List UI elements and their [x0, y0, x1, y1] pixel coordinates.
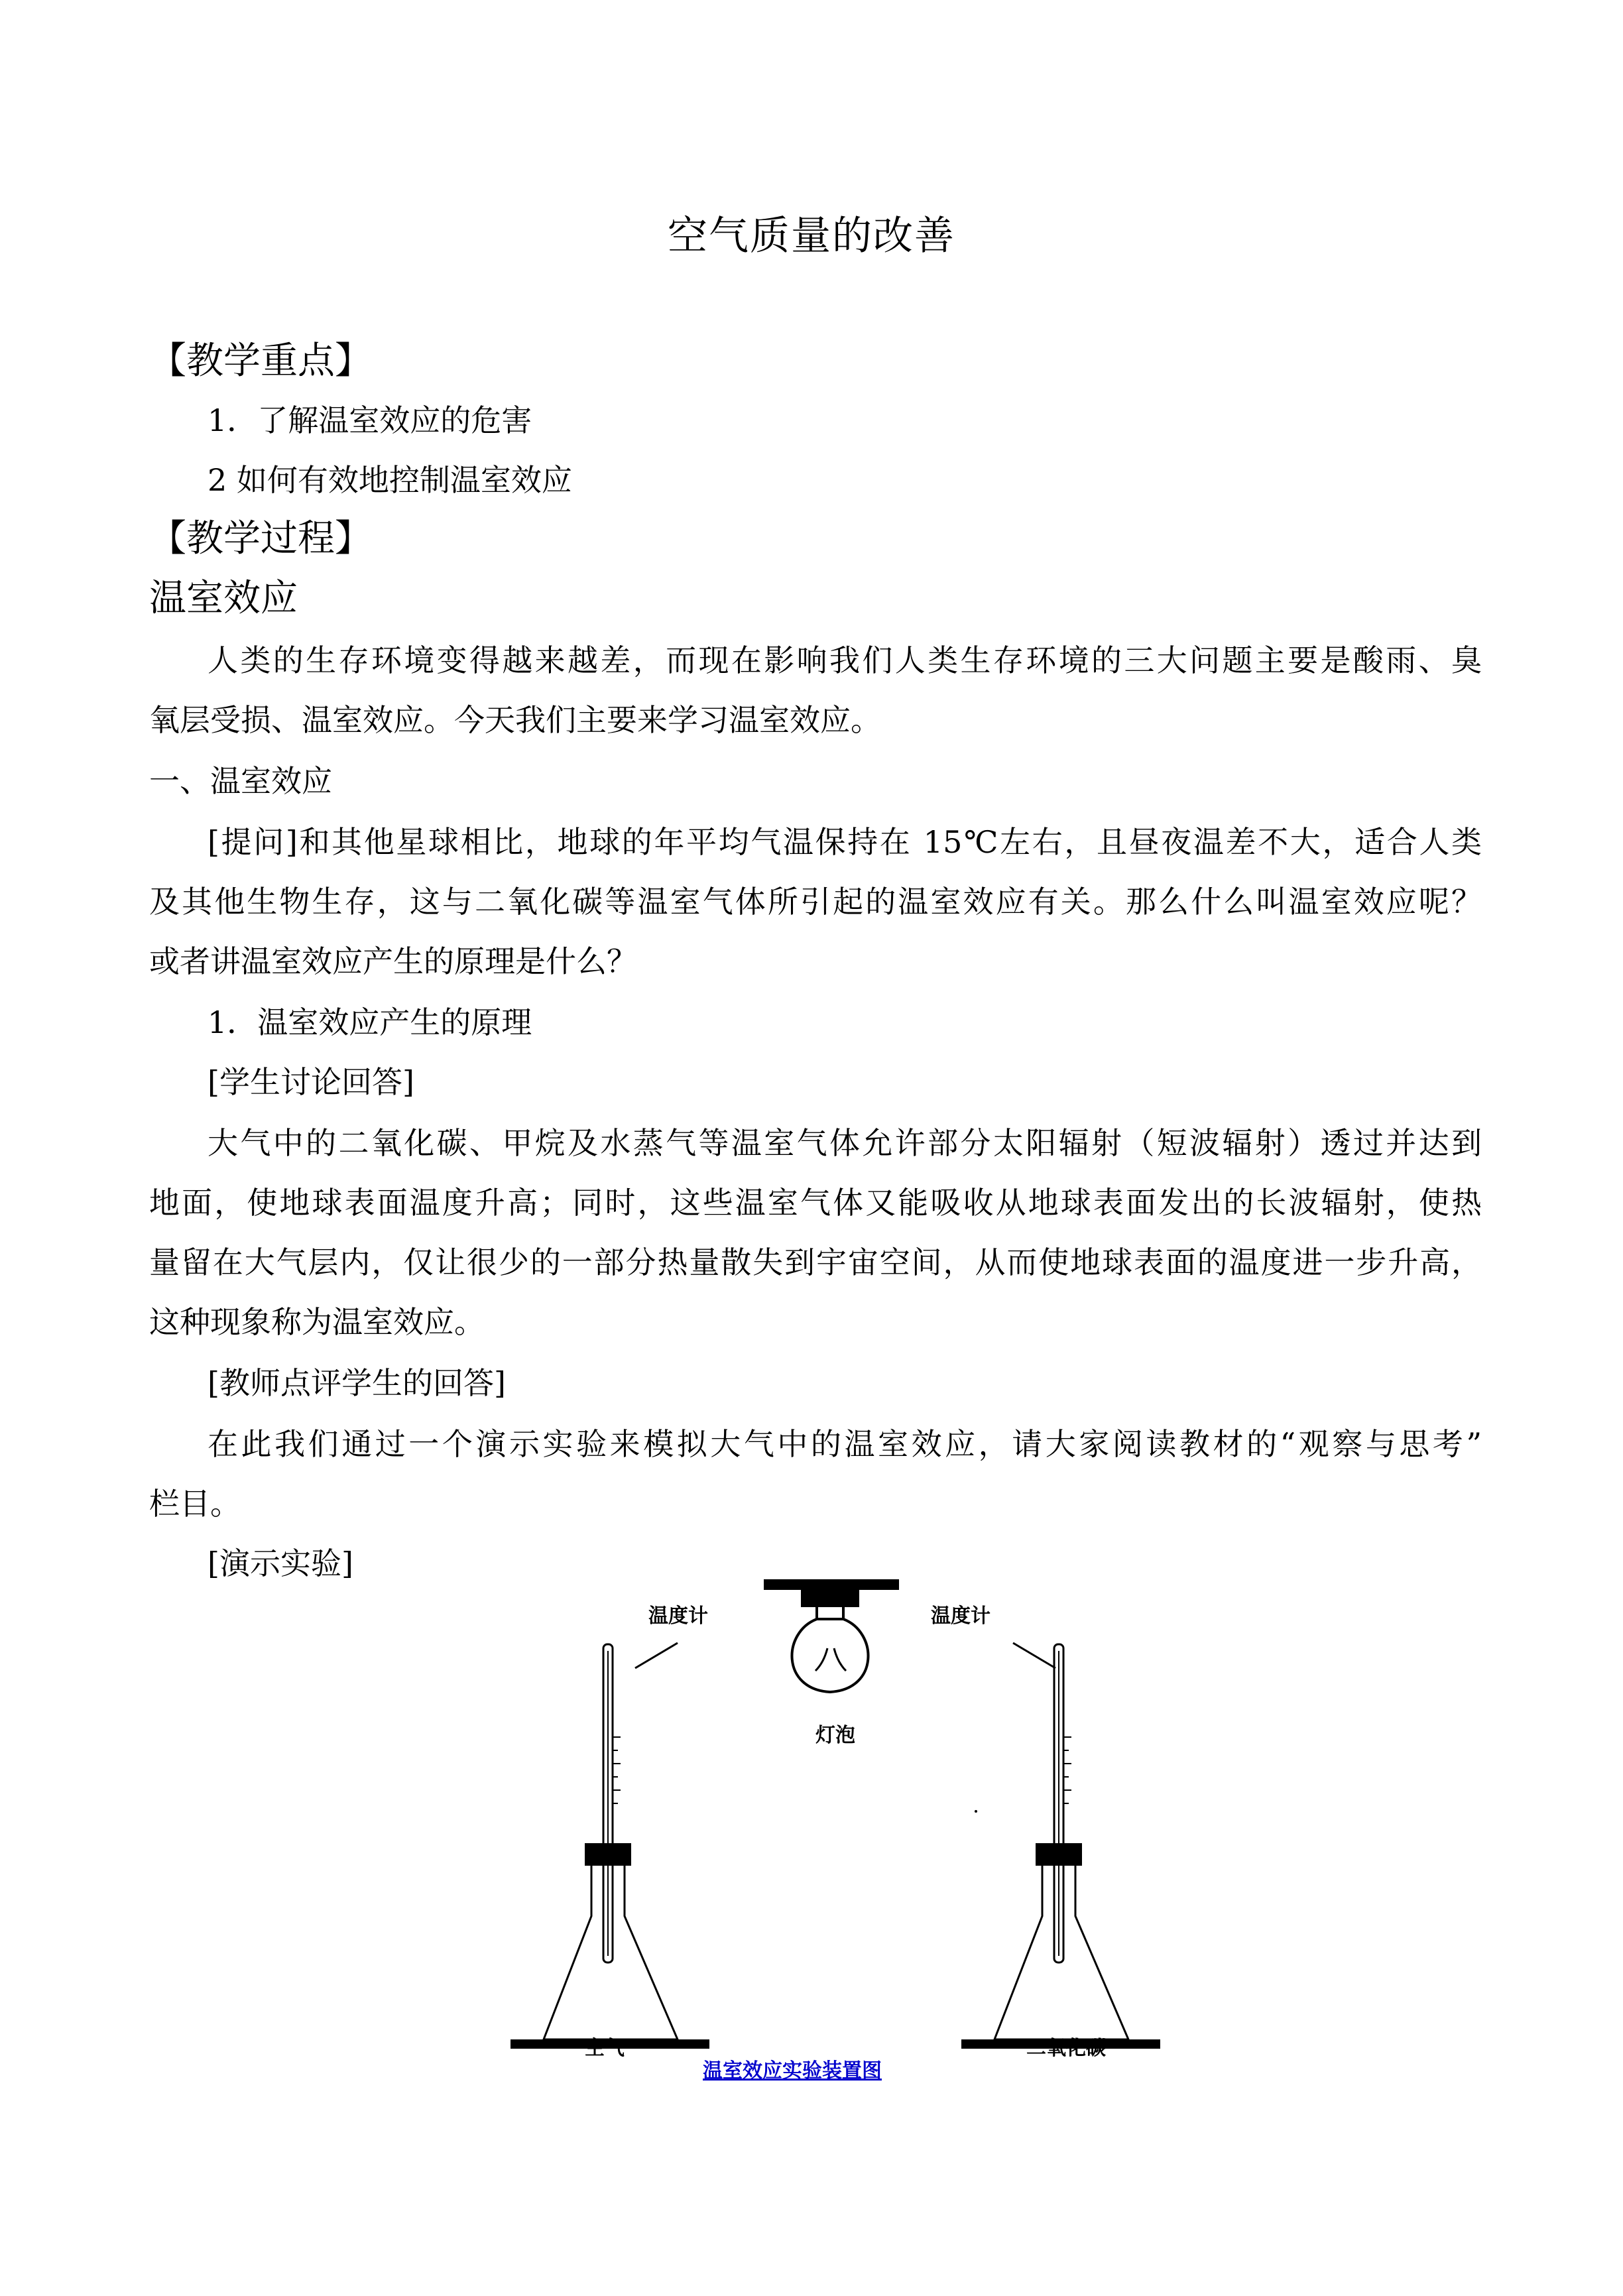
- section-one-heading: 一、温室效应: [149, 763, 332, 799]
- right-thermometer-label: 温度计: [931, 1604, 991, 1628]
- lamp-mount-bar: [764, 1579, 899, 1590]
- focus-item-2: 2 如何有效地控制温室效应: [208, 462, 572, 498]
- answer-line-3: 量留在大气层内，仅让很少的一部分热量散失到宇宙空间，从而使地球表面的温度进一步升高，: [149, 1244, 1482, 1280]
- lamp-socket: [801, 1590, 859, 1607]
- demo-experiment-label: [演示实验]: [208, 1545, 353, 1581]
- left-thermometer-label: 温度计: [648, 1604, 708, 1628]
- left-flask-label: 空气: [585, 2037, 625, 2060]
- teacher-comment-label: [教师点评学生的回答]: [208, 1365, 506, 1401]
- focus-item-1: 1．了解温室效应的危害: [208, 402, 532, 438]
- process-heading: 【教学过程】: [149, 517, 372, 560]
- focus-heading: 【教学重点】: [149, 339, 372, 383]
- question-line-1: [提问]和其他星球相比，地球的年平均气温保持在 15℃左右，且昼夜温差不大，适合人类: [208, 824, 1482, 860]
- figure-caption: 温室效应实验装置图: [703, 2059, 882, 2083]
- question-line-2: 及其他生物生存，这与二氧化碳等温室气体所引起的温室效应有关。那么什么叫温室效应呢？: [149, 884, 1482, 920]
- bulb-label: 灯泡: [815, 1724, 855, 1747]
- left-thermometer-icon: [603, 1643, 678, 1963]
- paragraph-intro-line-2: 氧层受损、温室效应。今天我们主要来学习温室效应。: [149, 702, 881, 738]
- page-title: 空气质量的改善: [668, 213, 955, 259]
- student-discussion-label: [学生讨论回答]: [208, 1064, 414, 1100]
- question-line-3: 或者讲温室效应产生的原理是什么？: [149, 943, 637, 979]
- answer-line-2: 地面，使地球表面温度升高；同时，这些温室气体又能吸收从地球表面发出的长波辐射，使热: [149, 1185, 1482, 1221]
- paragraph-intro-line-1: 人类的生存环境变得越来越差，而现在影响我们人类生存环境的三大问题主要是酸雨、臭: [208, 642, 1482, 678]
- right-flask-label: 二氧化碳: [1026, 2037, 1106, 2060]
- apparatus-drawing: [504, 1571, 1167, 2095]
- section-subheading: 温室效应: [149, 577, 298, 620]
- greenhouse-apparatus-figure: [504, 1571, 1167, 2095]
- demo-intro-line-2: 栏目。: [149, 1486, 241, 1522]
- principle-heading: 1．温室效应产生的原理: [208, 1004, 532, 1040]
- answer-line-1: 大气中的二氧化碳、甲烷及水蒸气等温室气体允许部分太阳辐射（短波辐射）透过并达到: [208, 1125, 1482, 1161]
- answer-line-4: 这种现象称为温室效应。: [149, 1304, 485, 1340]
- demo-intro-line-1: 在此我们通过一个演示实验来模拟大气中的温室效应，请大家阅读教材的“观察与思考”: [208, 1426, 1482, 1462]
- bulb-icon: [792, 1607, 869, 1692]
